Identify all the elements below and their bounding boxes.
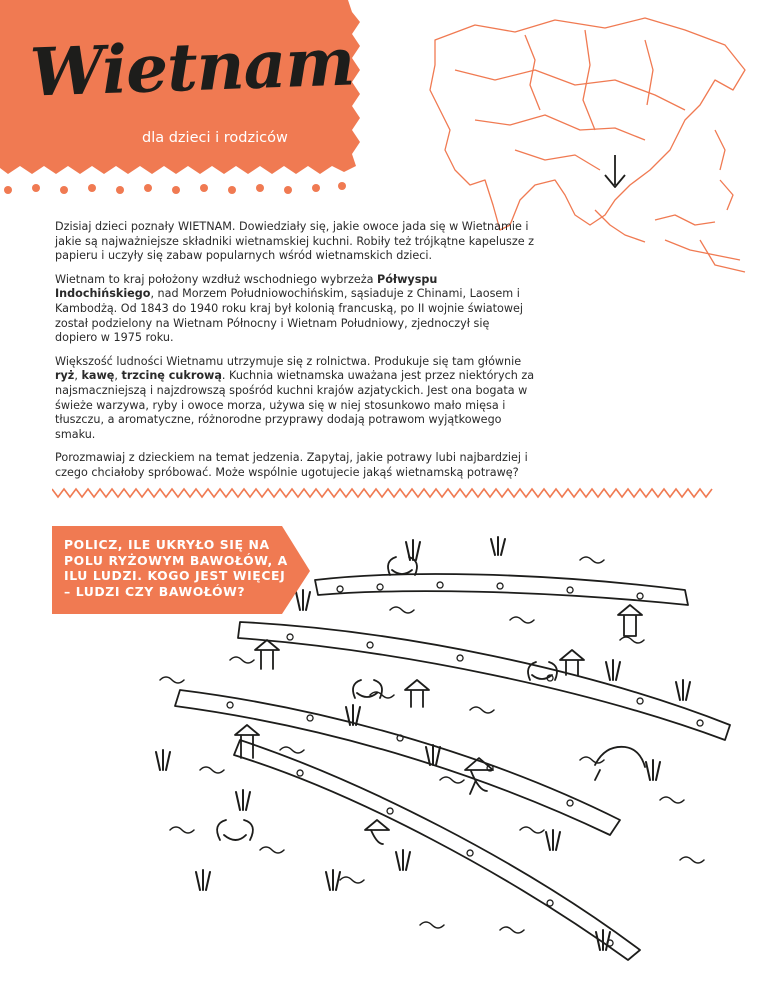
p3-bold-1: ryż	[55, 369, 75, 383]
p3-bold-2: kawę	[81, 369, 115, 383]
p2-text-b: , nad Morzem Południowochińskim, sąsiaduje z Chinami, Laosem i Kambodżą. Od 1843 do 1940 roku kraj był kolonią francuską, po II wojnie światowej został podzielony na Wietnam Północny i Wietnam Południowy, zjednoczył się dopiero w 1975 roku.	[55, 287, 524, 345]
subtitle: dla dzieci i rodziców	[142, 130, 288, 146]
task-text: POLICZ, ILE UKRYŁO SIĘ NA POLU RYŻOWYM BAWOŁÓW, A ILU LUDZI. KOGO JEST WIĘCEJ – LUDZI CZY BAWOŁÓW?	[64, 537, 288, 599]
intro-paragraph-3	[55, 355, 535, 443]
p3-text-a: Większość ludności Wietnamu utrzymuje się z rolnictwa. Produkuje się tam głównie	[55, 354, 522, 368]
p3-bold-3: trzcinę cukrową	[121, 369, 222, 383]
p2-bold: Półwyspu Indochińskiego	[55, 272, 438, 301]
intro-paragraph-4: Porozmawiaj z dzieckiem na temat jedzenia. Zapytaj, jakie potrawy lubi najbardziej i czego chciałoby spróbować. Może wspólnie ugotujecie jakąś wietnamską potrawę?	[55, 451, 528, 479]
p2-text-a: Wietnam to kraj położony wzdłuż wschodniego wybrzeża	[55, 272, 378, 286]
intro-paragraph-1: Dzisiaj dzieci poznały WIETNAM. Dowiedziały się, jakie owoce jada się w Wietnamie i jakie są najważniejsze składniki wietnamskiej kuchni. Robiły też trójkątne kapelusze z papieru i uczyły się zabaw popularnych wśród wietnamskich dzieci.	[55, 220, 535, 263]
intro-paragraph-2	[55, 273, 535, 346]
p3-sep-1: ,	[74, 369, 82, 383]
zigzag-divider	[52, 485, 716, 499]
header-banner	[0, 0, 360, 200]
p3-sep-2: ,	[114, 369, 122, 383]
p3-text-c: . Kuchnia wietnamska uważana jest przez niektórych za najsmaczniejszą i najzdrowszą spośród kuchni krajów azjatyckich. Jest ona bogata w świeże warzywa, ryby i owoce morza, używa się w niej stosunkowo mało mięsa i tłuszczu, a aromatyczne, różnorodne przyprawy dodają potrawom wyjątkowego smaku.	[55, 369, 535, 441]
intro-text	[55, 220, 575, 490]
zigzag-line	[52, 486, 716, 500]
brand-title: Wietnam	[28, 22, 356, 112]
